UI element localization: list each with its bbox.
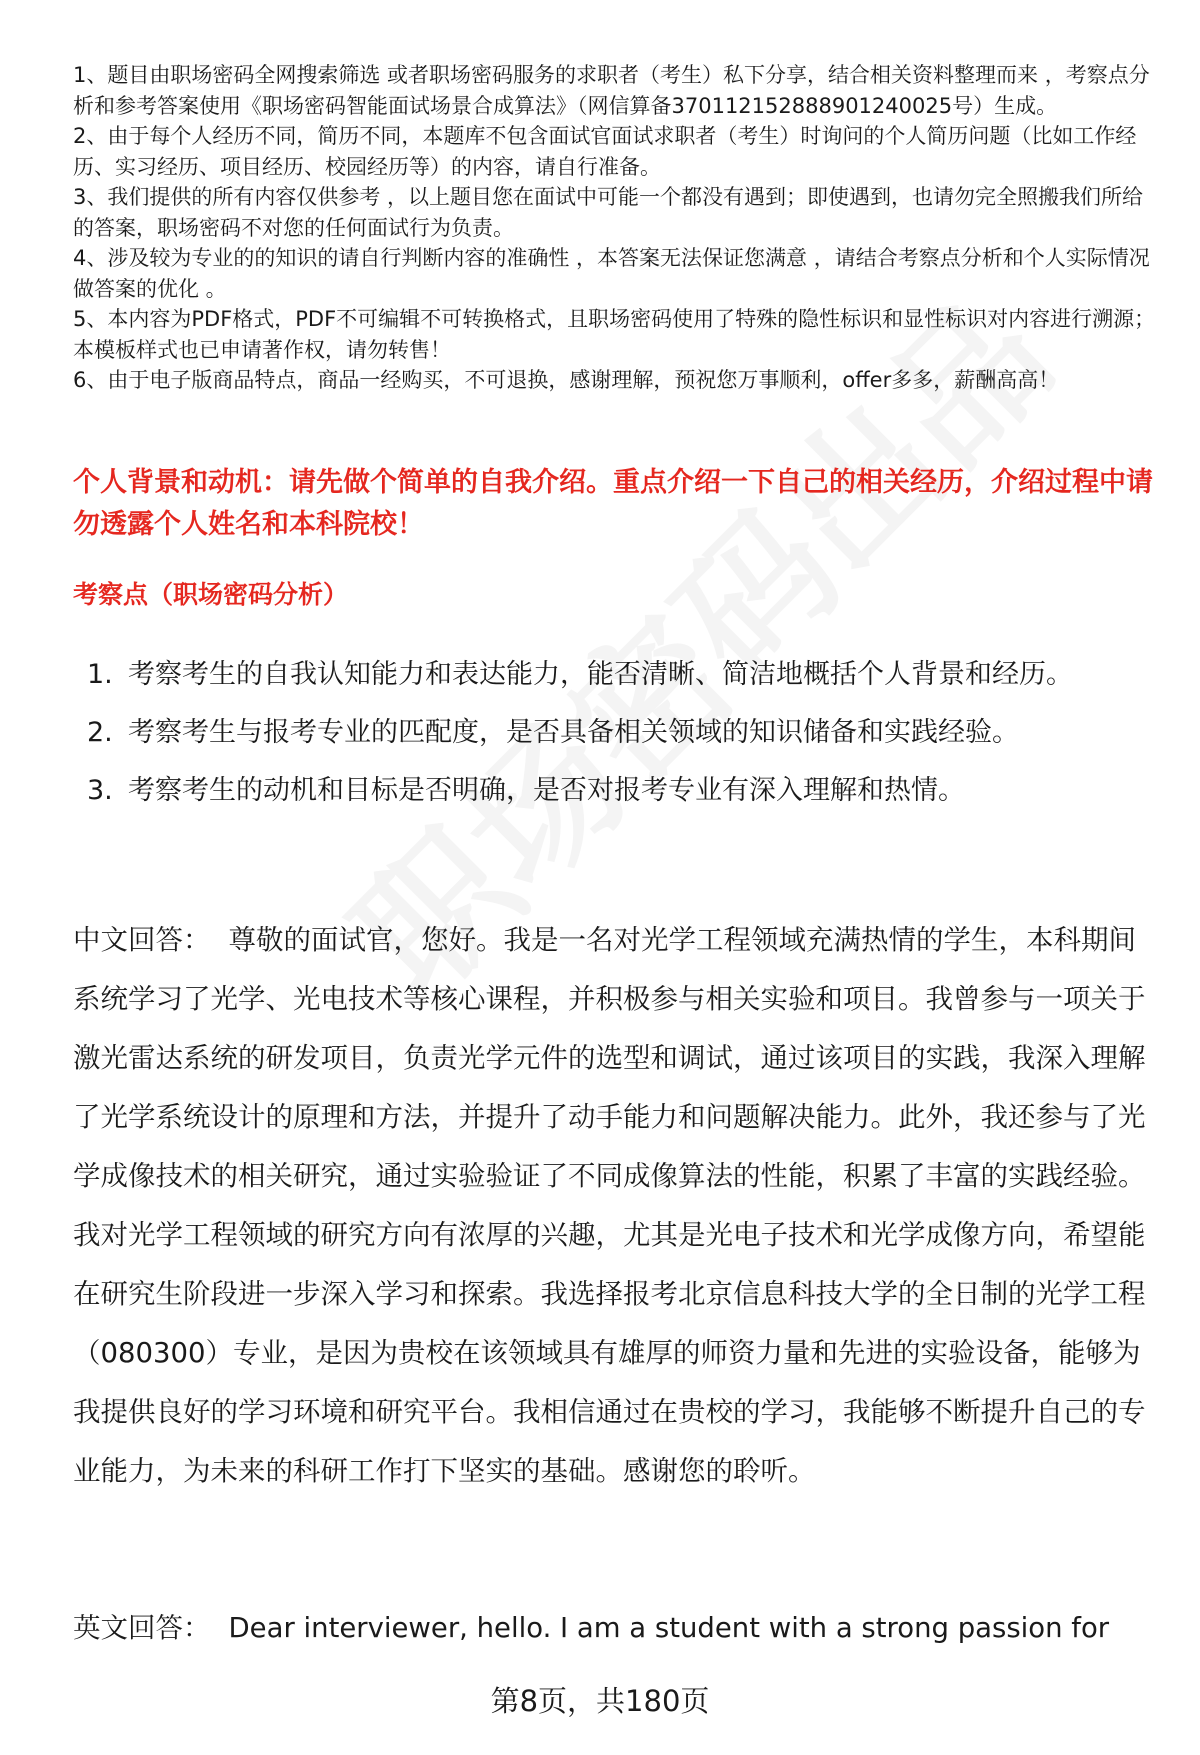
analysis-point-text: 考察考生的自我认知能力和表达能力，能否清晰、简洁地概括个人背景和经历。 [128, 659, 1073, 690]
disclaimer-notice [73, 60, 1163, 396]
analysis-point-text: 考察考生的动机和目标是否明确，是否对报考专业有深入理解和热情。 [128, 775, 965, 806]
notice-item-3: 3、我们提供的所有内容仅供参考 ，以上题目您在面试中可能一个都没有遇到；即使遇到，也请勿完全照搬我们所给的答案，职场密码不对您的任何面试行为负责。 [73, 185, 1144, 240]
notice-item-5: 5、本内容为PDF格式，PDF不可编辑不可转换格式，且职场密码使用了特殊的隐性标识和显性标识对内容进行溯源；本模板样式也已申请著作权，请勿转售！ [73, 307, 1156, 362]
english-answer [73, 1599, 1158, 1658]
notice-item-1: 1、题目由职场密码全网搜索筛选 或者职场密码服务的求职者（考生）私下分享，结合相关资料整理而来 ，考察点分析和参考答案使用《职场密码智能面试场景合成算法》（网信算备370112152888901240025号）生成。 [73, 63, 1150, 118]
analysis-point-text: 考察考生与报考专业的匹配度，是否具备相关领域的知识储备和实践经验。 [128, 717, 1019, 748]
question-title: 个人背景和动机：请先做个简单的自我介绍。重点介绍一下自己的相关经历，介绍过程中请勿透露个人姓名和本科院校！ [73, 467, 1153, 540]
english-answer-text: Dear interviewer, hello. I am a student with a strong passion for [228, 1612, 1110, 1644]
analysis-point-number: 3. [87, 775, 113, 806]
analysis-point [73, 704, 1153, 762]
english-answer-label: 英文回答： [73, 1612, 211, 1644]
analysis-point [73, 646, 1153, 704]
analysis-heading: 考察点（职场密码分析） [73, 580, 349, 609]
analysis-point-number: 1. [87, 659, 113, 690]
chinese-answer [73, 911, 1158, 1501]
analysis-point [73, 762, 1153, 820]
notice-item-6: 6、由于电子版商品特点，商品一经购买，不可退换，感谢理解，预祝您万事顺利，offer多多，薪酬高高！ [73, 368, 1060, 392]
chinese-answer-label: 中文回答： [73, 924, 211, 956]
chinese-answer-text: 尊敬的面试官，您好。我是一名对光学工程领域充满热情的学生，本科期间系统学习了光学、光电技术等核心课程，并积极参与相关实验和项目。我曾参与一项关于激光雷达系统的研发项目，负责光学元件的选型和调试，通过该项目的实践，我深入理解了光学系统设计的原理和方法，并提升了动手能力和问题解决能力。此外，我还参与了光学成像技术的相关研究，通过实验验证了不同成像算法的性能，积累了丰富的实践经验。我对光学工程领域的研究方向有浓厚的兴趣，尤其是光电子技术和光学成像方向，希望能在研究生阶段进一步深入学习和探索。我选择报考北京信息科技大学的全日制的光学工程（080300）专业，是因为贵校在该领域具有雄厚的师资力量和先进的实验设备，能够为我提供良好的学习环境和研究平台。我相信通过在贵校的学习，我能够不断提升自己的专业能力，为未来的科研工作打下坚实的基础。感谢您的聆听。 [73, 924, 1146, 1487]
notice-item-4: 4、涉及较为专业的的知识的请自行判断内容的准确性 ，本答案无法保证您满意 ，请结合考察点分析和个人实际情况做答案的优化 。 [73, 246, 1150, 301]
analysis-point-number: 2. [87, 717, 113, 748]
analysis-points-list [73, 646, 1153, 820]
notice-item-2: 2、由于每个人经历不同，简历不同，本题库不包含面试官面试求职者（考生）时询问的个人简历问题（比如工作经历、实习经历、项目经历、校园经历等）的内容，请自行准备。 [73, 124, 1137, 179]
page-number: 第8页，共180页 [490, 1684, 710, 1718]
